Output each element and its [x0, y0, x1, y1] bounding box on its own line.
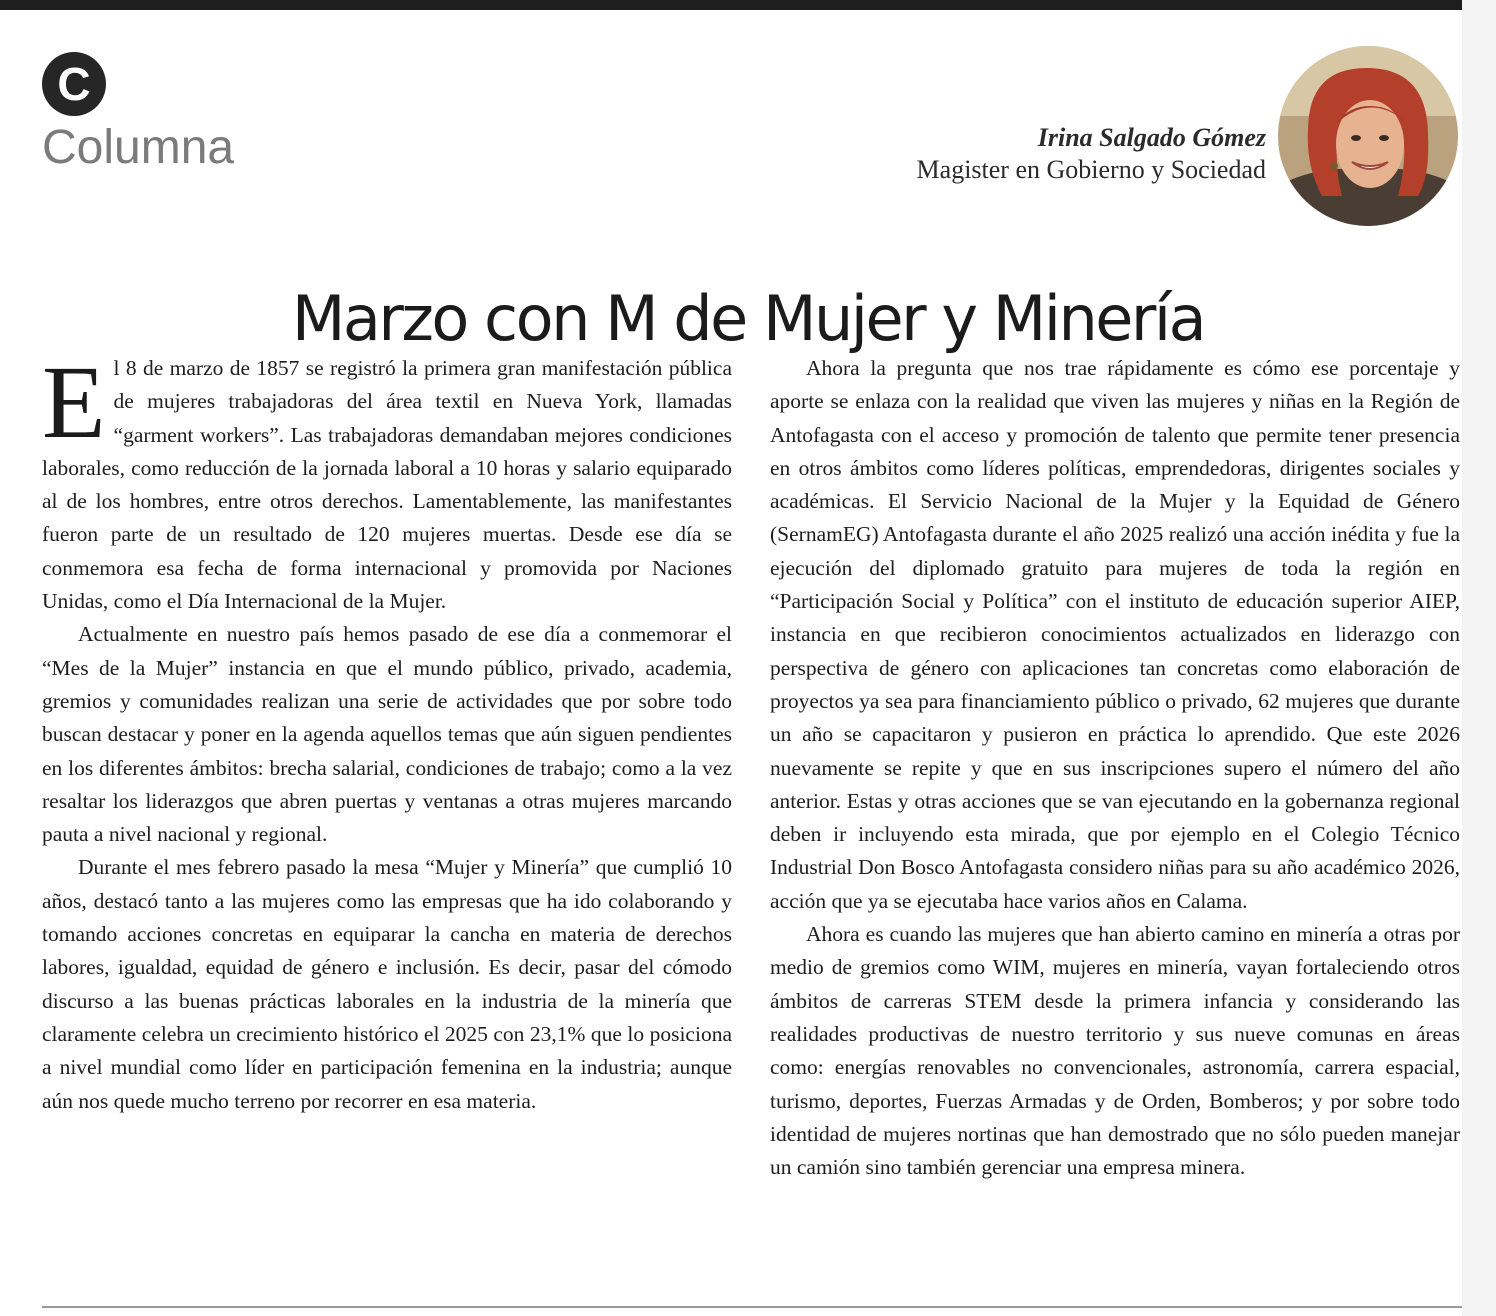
paragraph-1-text: l 8 de marzo de 1857 se registró la primera gran manifestación pública de mujeres trabajadoras del área textil en Nueva York, llamadas “garment workers”. Las trabajadoras demandaban mejores condiciones laborales, como reducción de la jornada laboral a 10 horas y salario equiparado al de los hombres, entre otros derechos. Lamentablemente, las manifestantes fueron parte de un resultado de 120 mujeres muertas. Desde ese día se conmemora esa fecha de forma internacional y promovida por Naciones Unidas, como el Día Internacional de la Mujer.: [42, 356, 732, 614]
paragraph-3: Durante el mes febrero pasado la mesa “Mujer y Minería” que cumplió 10 años, destacó tanto a las mujeres como las empresas que ha ido colaborando y tomando acciones concretas en equiparar la cancha en materia de derechos labores, igualdad, equidad de género e inclusión. Es decir, pasar del cómodo discurso a las buenas prácticas laborales en la industria de la minería que claramente celebra un crecimiento histórico el 2025 con 23,1% que lo posiciona a nivel mundial como líder en participación femenina en la industria; aunque aún nos quede mucho terreno por recorrer en esa materia.: [42, 855, 732, 1113]
headline: Marzo con M de Mujer y Minería: [291, 281, 1205, 355]
top-border: [0, 0, 1462, 10]
author-photo: [1278, 46, 1458, 226]
author-role: Magister en Gobierno y Sociedad: [916, 155, 1266, 185]
drop-cap: E: [42, 345, 106, 460]
article-column-left: [42, 345, 732, 1118]
page-edge: [1462, 0, 1496, 1316]
paragraph-1: [42, 345, 732, 618]
section-label: Columna: [42, 121, 235, 174]
article-column-right: [770, 352, 1460, 1184]
author-portrait-icon: [1278, 46, 1458, 226]
paragraph-5: Ahora es cuando las mujeres que han abierto camino en minería a otras por medio de gremios como WIM, mujeres en minería, vayan fortaleciendo otros ámbitos de carreras STEM desde la primera infancia y considerando las realidades productivas de nuestro territorio y sus nueve comunas en áreas como: energías renovables no convencionales, astronomía, carrera espacial, turismo, deportes, Fuerzas Armadas y de Orden, Bomberos; y por sobre todo identidad de mujeres nortinas que han demostrado que no sólo pueden manejar un camión sino también gerenciar una empresa minera.: [770, 922, 1460, 1180]
paragraph-2: Actualmente en nuestro país hemos pasado de ese día a conmemorar el “Mes de la Mujer” instancia en que el mundo público, privado, academia, gremios y comunidades realizan una serie de actividades que por sobre todo buscan destacar y poner en la agenda aquellos temas que aún siguen pendientes en los diferentes ámbitos: brecha salarial, condiciones de trabajo; como a la vez resaltar los liderazgos que abren puertas y ventanas a otras mujeres marcando pauta a nivel nacional y regional.: [42, 622, 732, 847]
byline: [917, 122, 1266, 187]
bottom-rule: [42, 1306, 1462, 1308]
author-name: Irina Salgado Gómez: [1037, 123, 1266, 152]
paragraph-4: Ahora la pregunta que nos trae rápidamente es cómo ese porcentaje y aporte se enlaza con la realidad que viven las mujeres y niñas en la Región de Antofagasta con el acceso y promoción de talento que permite tener presencia en otros ámbitos como líderes políticas, emprendedoras, dirigentes sociales y académicas. El Servicio Nacional de la Mujer y la Equidad de Género (SernamEG) Antofagasta durante el año 2025 realizó una acción inédita y fue la ejecución del diplomado gratuito para mujeres de toda la región en “Participación Social y Política” con el instituto de educación superior AIEP, instancia en que recibieron conocimientos actualizados en liderazgo con perspectiva de género con aplicaciones tan concretas como elaboración de proyectos ya sea para financiamiento público o privado, 62 mujeres que durante un año se capacitaron y pusieron en práctica lo aprendido. Que este 2026 nuevamente se repite y que en sus inscripciones supero el número del año anterior. Estas y otras acciones que se van ejecutando en la gobernanza regional deben ir incluyendo esta mirada, que por ejemplo en el Colegio Técnico Industrial Don Bosco Antofagasta considero niñas para su año académico 2026, acción que ya se ejecutaba hace varios años en Calama.: [770, 356, 1460, 913]
section-badge: C: [42, 52, 106, 116]
